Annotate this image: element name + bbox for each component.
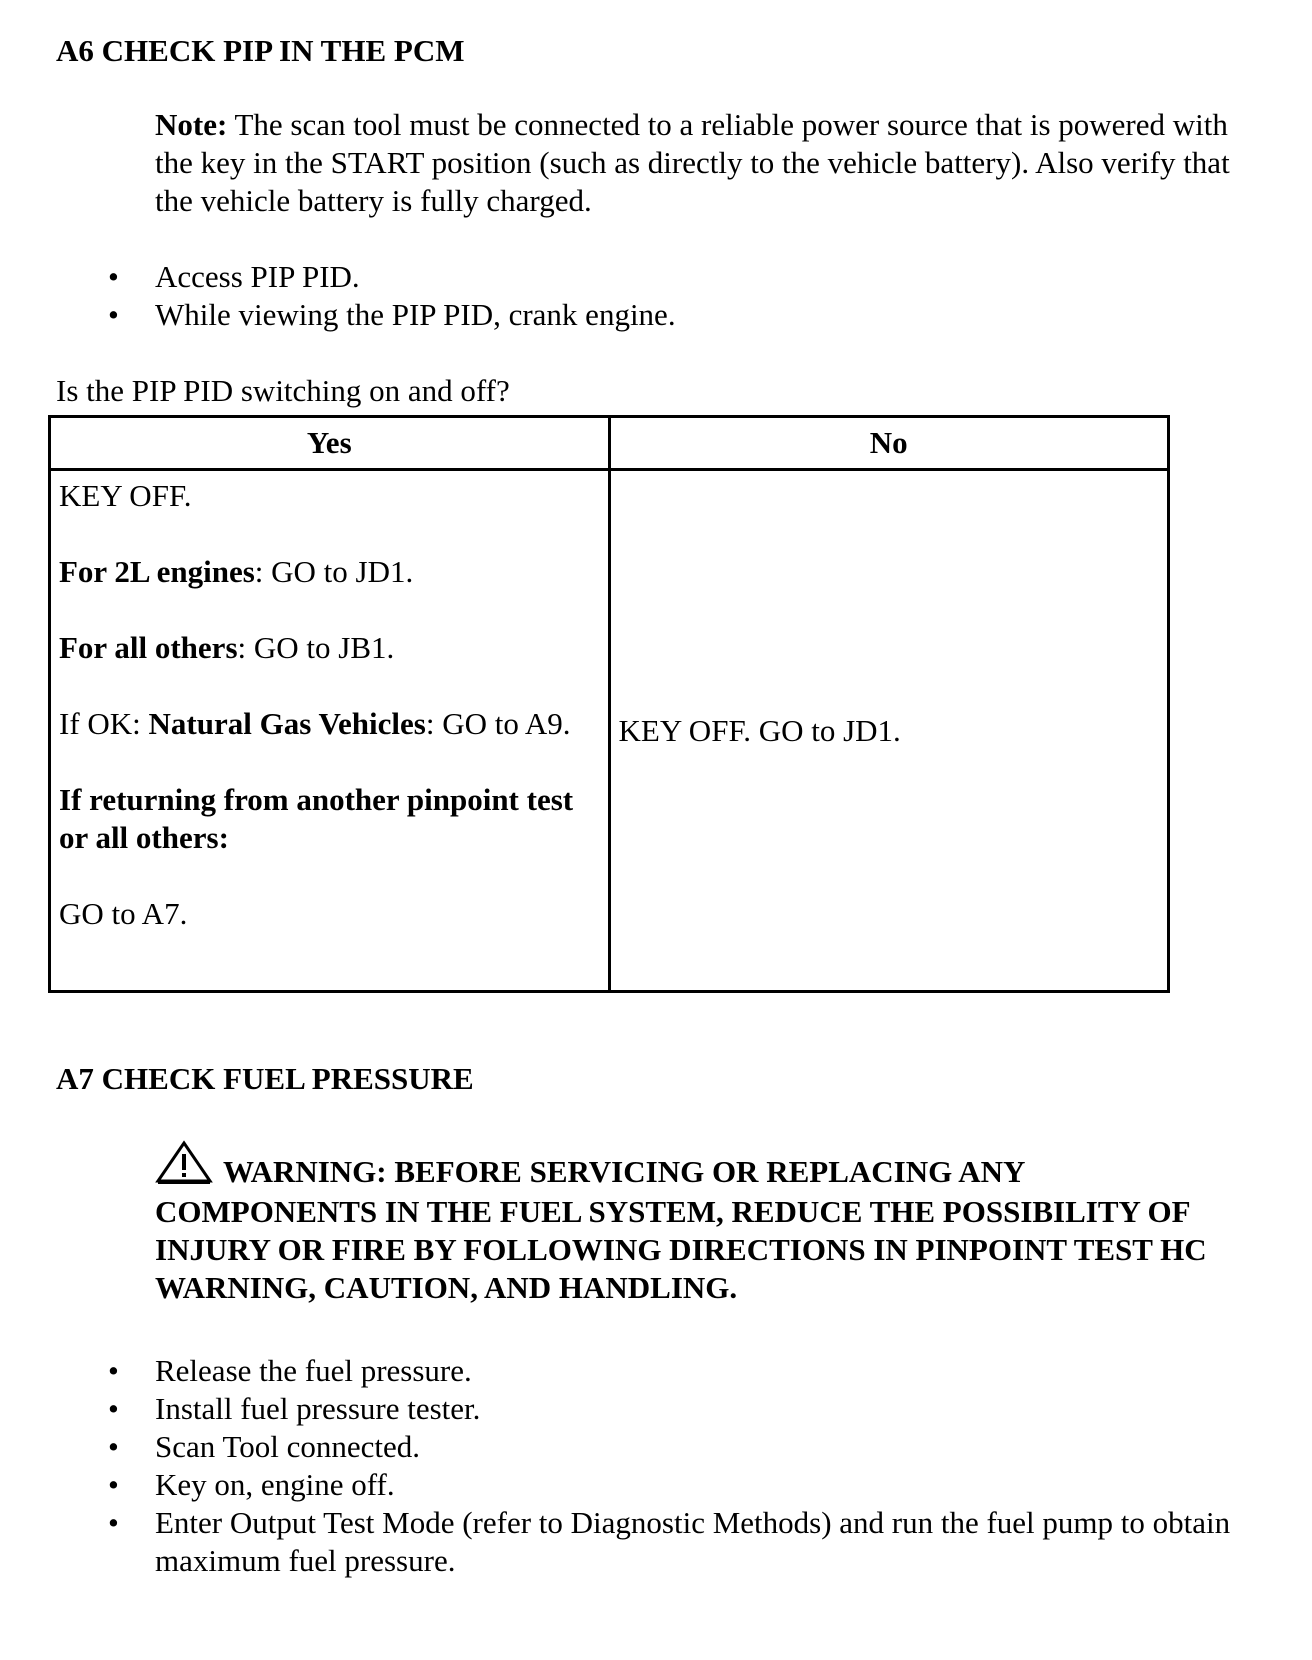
note-text: The scan tool must be connected to a reliable power source that is powered with the key in the START position (such as directly to the vehicle battery). Also verify that the vehicle battery is fully charged. bbox=[155, 107, 1230, 218]
section-a7-heading: A7 CHECK FUEL PRESSURE bbox=[56, 1061, 474, 1096]
bullet-icon: • bbox=[108, 297, 119, 332]
no-text: KEY OFF. GO to JD1. bbox=[618, 712, 901, 748]
list-item: • Key on, engine off. bbox=[108, 1467, 395, 1502]
yes-natural-gas: If OK: Natural Gas Vehicles: GO to A9. bbox=[59, 706, 571, 741]
a7-step-list bbox=[108, 1352, 1235, 1580]
section-a6-heading: A6 CHECK PIP IN THE PCM bbox=[56, 33, 465, 68]
yes-2l-engines: For 2L engines: GO to JD1. bbox=[59, 554, 414, 589]
no-cell bbox=[609, 470, 1169, 992]
bullet-icon: • bbox=[108, 1353, 119, 1388]
question-text: Is the PIP PID switching on and off? bbox=[56, 373, 510, 408]
bullet-icon: • bbox=[108, 1429, 119, 1464]
list-item: • Scan Tool connected. bbox=[108, 1429, 420, 1464]
list-item: • Access PIP PID. bbox=[108, 259, 360, 294]
no-header: No bbox=[609, 417, 1169, 470]
bullet-icon: • bbox=[108, 1505, 119, 1540]
note-label: Note: bbox=[155, 107, 228, 142]
list-item: • Enter Output Test Mode (refer to Diagnostic Methods) and run the fuel pump to obtain maximum fuel pressure. bbox=[108, 1505, 1231, 1578]
list-item: • Release the fuel pressure. bbox=[108, 1353, 472, 1388]
yes-header: Yes bbox=[50, 417, 610, 470]
yes-goto-a7: GO to A7. bbox=[59, 896, 188, 931]
list-item: • While viewing the PIP PID, crank engine. bbox=[108, 297, 676, 332]
yes-returning: If returning from another pinpoint test or all others: bbox=[59, 782, 574, 855]
warning-block bbox=[155, 1140, 1235, 1307]
yes-key-off: KEY OFF. bbox=[59, 478, 192, 513]
yes-all-others: For all others: GO to JB1. bbox=[59, 630, 395, 665]
bullet-icon: • bbox=[108, 1467, 119, 1502]
warning-triangle-icon bbox=[155, 1140, 213, 1193]
yes-cell bbox=[50, 470, 610, 992]
warning-text: WARNING: BEFORE SERVICING OR REPLACING ANY COMPONENTS IN THE FUEL SYSTEM, REDUCE THE POSSIBILITY OF INJURY OR FIRE BY FOLLOWING DIRECTIONS IN PINPOINT TEST HC WARNING, CAUTION, AND HANDLING. bbox=[155, 1154, 1207, 1305]
yes-no-table bbox=[48, 415, 1170, 993]
list-item: • Install fuel pressure tester. bbox=[108, 1391, 481, 1426]
bullet-icon: • bbox=[108, 259, 119, 294]
a6-step-list bbox=[108, 258, 1235, 334]
note-paragraph bbox=[155, 106, 1235, 220]
bullet-icon: • bbox=[108, 1391, 119, 1426]
